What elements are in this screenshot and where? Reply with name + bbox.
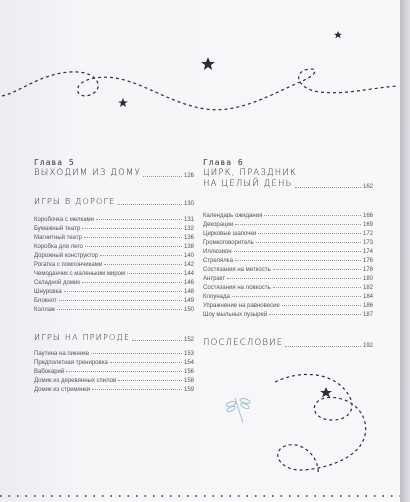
dashed-swirl-bottom: [275, 374, 366, 475]
toc-entry[interactable]: Упражнение на равновесие 186: [203, 303, 373, 309]
section-games-on-road: [34, 196, 194, 326]
star-icon: [334, 31, 342, 38]
toc-entry[interactable]: Блокнот 149: [34, 298, 194, 304]
toc-entry[interactable]: Предполетная тренировка 154: [34, 360, 194, 366]
toc-entry[interactable]: Вабокарий 156: [34, 369, 194, 375]
toc-entry[interactable]: Состязания на ловкость 182: [203, 285, 373, 291]
chapter-page: 126: [183, 173, 194, 179]
section-page: 130: [183, 201, 194, 207]
chapter-label: Глава 6: [203, 158, 244, 167]
chapter-label: Глава 5: [34, 158, 75, 167]
toc-entry[interactable]: Громкоговоритель 173: [203, 240, 373, 246]
chapter-5-heading: [34, 158, 194, 179]
toc-entry[interactable]: Бумажный театр 132: [34, 226, 194, 232]
section-title: ИГРЫ В ДОРОГЕ: [34, 197, 116, 206]
toc-entry[interactable]: Рогатка с помпончиками 142: [34, 262, 194, 268]
toc-entry[interactable]: Коробка для лего 138: [34, 244, 194, 250]
dragonfly-icon: [226, 398, 251, 423]
chapter-6-entries: [203, 212, 373, 332]
star-icon: [320, 387, 332, 398]
toc-entry[interactable]: Коробочка с мелками 131: [34, 217, 194, 223]
toc-entry[interactable]: Дорожный конструктор 140: [34, 253, 194, 259]
chapter-title: ВЫХОДИМ ИЗ ДОМУ: [34, 168, 141, 178]
toc-entry[interactable]: Магнитный театр 136: [34, 235, 194, 241]
toc-entry[interactable]: Коллаж 150: [34, 307, 194, 313]
toc-entry[interactable]: Шнуровка 148: [34, 289, 194, 295]
toc-entry[interactable]: Иллюзион 174: [203, 249, 373, 255]
chapter-title-line-2: НА ЦЕЛЫЙ ДЕНЬ: [203, 179, 293, 189]
toc-entry[interactable]: Паутина на пикнике 153: [34, 351, 194, 357]
star-icon: [118, 98, 128, 107]
toc-entry[interactable]: Состязания на меткость 178: [203, 267, 373, 273]
bottom-dotted-border: [0, 492, 400, 502]
afterword-title: ПОСЛЕСЛОВИЕ: [203, 338, 284, 348]
toc-entry[interactable]: Декорации 169: [203, 222, 373, 228]
toc-entry[interactable]: Домик из стремянки 159: [34, 387, 194, 393]
chapter-page: 162: [362, 184, 373, 190]
star-icon: [201, 57, 215, 70]
toc-entry[interactable]: Антракт 180: [203, 276, 373, 282]
toc-entry[interactable]: Шоу мыльных пузырей 187: [203, 312, 373, 318]
dashed-swirl-top: [2, 69, 398, 110]
toc-entry[interactable]: Цирковые шапочки 172: [203, 231, 373, 237]
chapter-6-heading: [203, 158, 373, 190]
section-games-in-nature: [34, 332, 194, 402]
section-page: 152: [183, 337, 194, 343]
book-gutter: [400, 0, 410, 502]
afterword-heading[interactable]: [203, 338, 373, 349]
toc-entry[interactable]: Складной домик 146: [34, 280, 194, 286]
toc-entry[interactable]: Домик из деревянных спилов 158: [34, 378, 194, 384]
afterword-page: 192: [362, 343, 373, 349]
toc-entry[interactable]: Стрелялка 176: [203, 258, 373, 264]
toc-entry[interactable]: Календарь ожидания 166: [203, 213, 373, 219]
toc-entry[interactable]: Чемоданчик с маленьким миром 144: [34, 271, 194, 277]
toc-entry[interactable]: Клоунада 184: [203, 294, 373, 300]
chapter-title-line-1: ЦИРК, ПРАЗДНИК: [203, 168, 297, 178]
section-title: ИГРЫ НА ПРИРОДЕ: [34, 333, 131, 342]
